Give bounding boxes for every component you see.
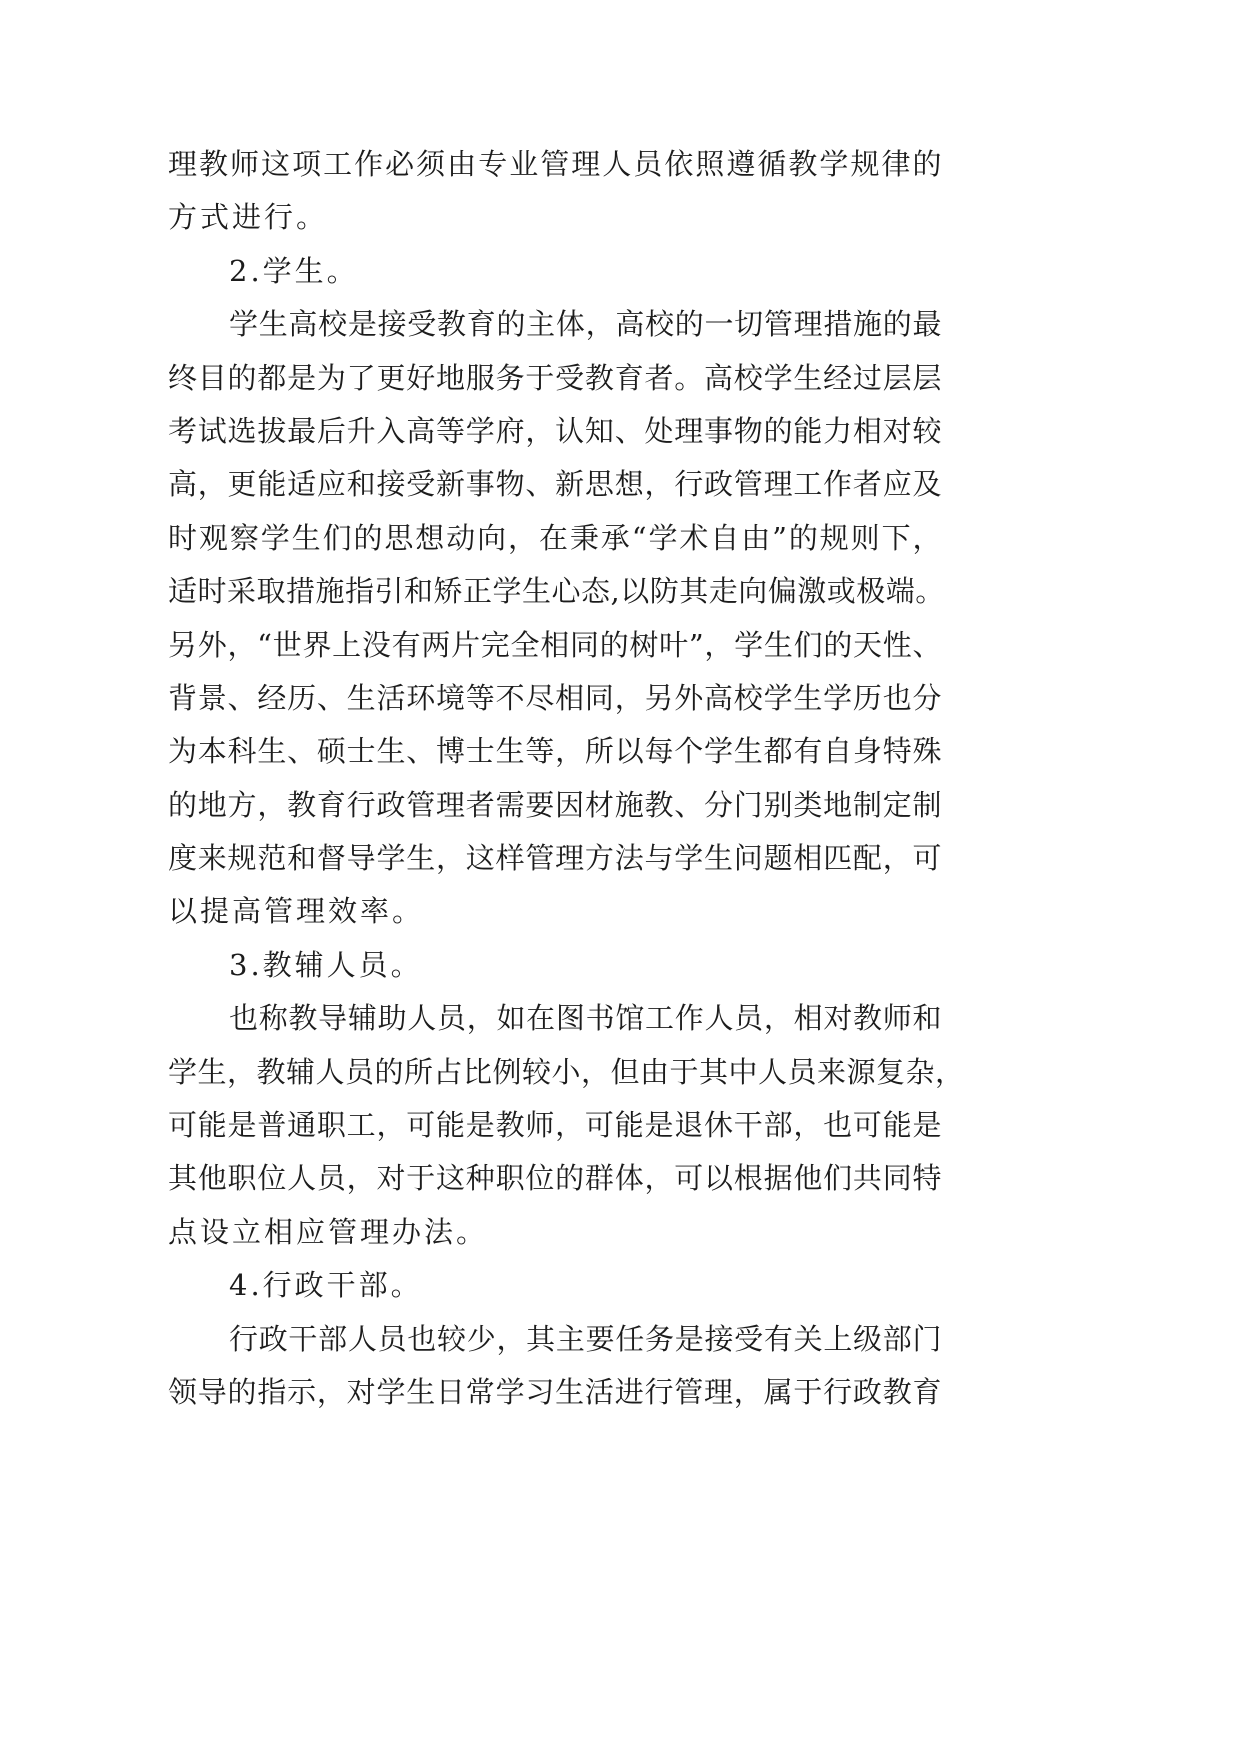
text-line: 的地方，教育行政管理者需要因材施教、分门别类地制定制 [168, 787, 942, 822]
text-line: 度来规范和督导学生，这样管理方法与学生问题相匹配，可 [168, 841, 942, 876]
text-line: 可能是普通职工，可能是教师，可能是退休干部，也可能是 [168, 1108, 942, 1143]
text-line: 领导的指示，对学生日常学习生活进行管理，属于行政教育 [168, 1374, 942, 1409]
text-line: 终目的都是为了更好地服务于受教育者。高校学生经过层层 [168, 360, 942, 395]
text-line: 考试选拔最后升入高等学府，认知、处理事物的能力相对较 [168, 413, 942, 448]
section-heading-students [168, 245, 942, 298]
text-line: 时观察学生们的思想动向，在秉承“学术自由”的规则下， [168, 520, 942, 555]
document-body [168, 138, 965, 1419]
text-line: 为本科生、硕士生、博士生等，所以每个学生都有自身特殊 [168, 734, 942, 769]
paragraph-support-staff [168, 992, 965, 1259]
text-line: 背景、经历、生活环境等不尽相同，另外高校学生学历也分 [168, 680, 942, 715]
text-line: 点设立相应管理办法。 [168, 1214, 489, 1249]
section-heading-administrators [168, 1259, 942, 1312]
text-line: 学生，教辅人员的所占比例较小，但由于其中人员来源复杂， [168, 1054, 965, 1089]
text-line: 以提高管理效率。 [168, 894, 425, 929]
text-line: 方式进行。 [168, 200, 329, 235]
text-line: 高，更能适应和接受新事物、新思想，行政管理工作者应及 [168, 467, 942, 502]
section-heading-support-staff [168, 939, 942, 992]
paragraph-teachers-continued [168, 138, 942, 245]
paragraph-administrators [168, 1313, 942, 1420]
text-line: 适时采取措施指引和矫正学生心态,以防其走向偏激或极端。 [168, 574, 945, 609]
heading-line: 2.学生。 [229, 253, 359, 288]
paragraph-students [168, 298, 945, 939]
heading-line: 3.教辅人员。 [229, 947, 423, 982]
text-line: 也称教导辅助人员，如在图书馆工作人员，相对教师和 [229, 1001, 942, 1036]
heading-line: 4.行政干部。 [229, 1268, 423, 1303]
text-line: 其他职位人员，对于这种职位的群体，可以根据他们共同特 [168, 1161, 942, 1196]
text-line: 另外，“世界上没有两片完全相同的树叶”，学生们的天性、 [168, 627, 942, 662]
text-line: 学生高校是接受教育的主体，高校的一切管理措施的最 [229, 307, 942, 342]
text-line: 行政干部人员也较少，其主要任务是接受有关上级部门 [229, 1321, 942, 1356]
text-line: 理教师这项工作必须由专业管理人员依照遵循教学规律的 [168, 147, 942, 181]
